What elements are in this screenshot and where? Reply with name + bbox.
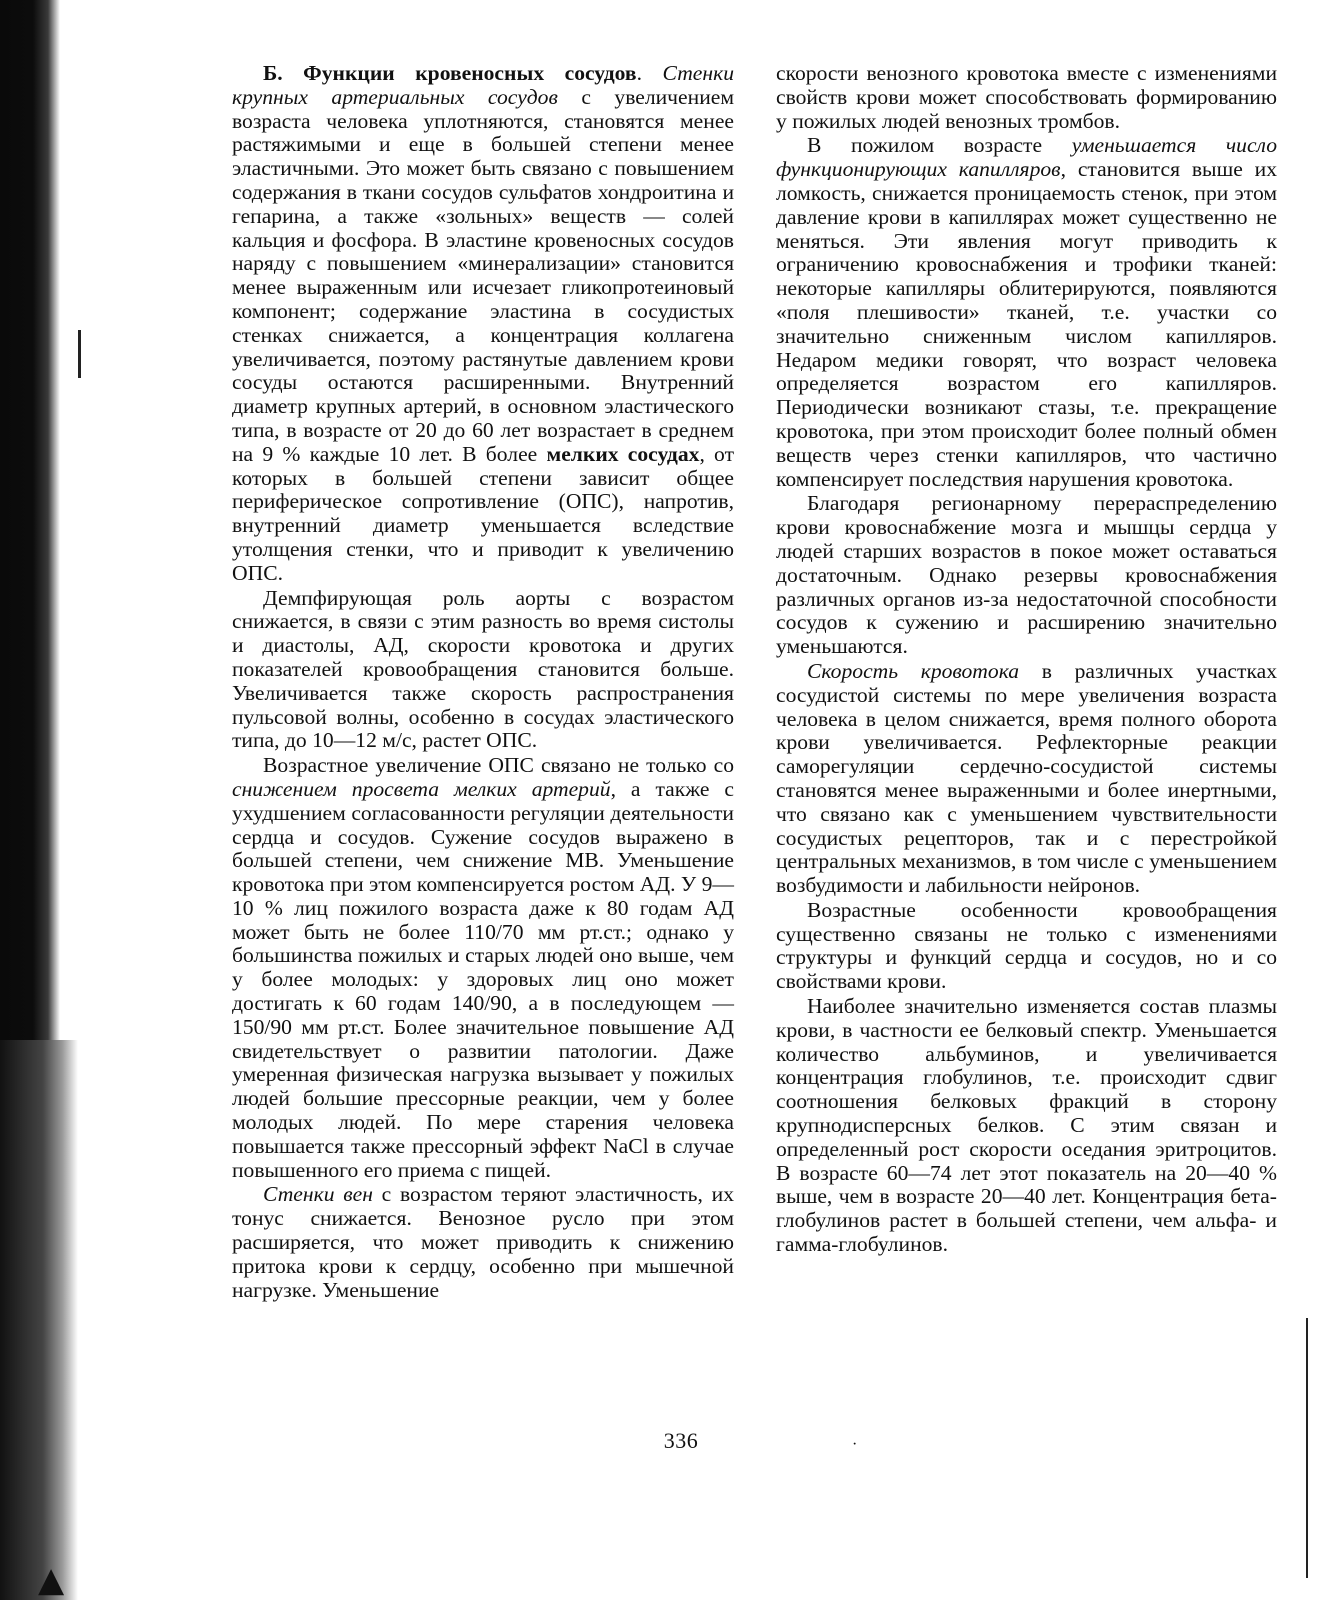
text-run: . (636, 61, 663, 85)
emphasis-run: уменьшается число функционирующих капилляров (776, 133, 1278, 182)
left-column (232, 62, 734, 1303)
text-run: В пожилом возрасте (807, 133, 1072, 158)
emphasis-run: снижением просвета мелких артерий (232, 776, 611, 801)
emphasis-run: Скорость кровотока (807, 658, 1020, 683)
paragraph-plasma-composition: Наиболее значительно изменяется состав плазмы крови, в частности ее белковый спектр. Уменьшается количество альбуминов, и увеличивается концентрация глобулинов, т.е. происходит сдвиг соотношения белковых фракций в сторону крупнодисперсных белков. С этим связан и определенный рост скорости оседания эритроцитов. В возрасте 60—74 лет этот показатель на 20—40 % выше, чем в возрасте 20—40 лет. Концентрация бета-глобулинов растет в большей степени, чем альфа- и гамма-глобулинов. (776, 994, 1277, 1257)
page-number: 336 (663, 1428, 699, 1453)
right-column (776, 62, 1277, 1258)
text-run: с увеличением возраста человека уплотняются, становятся менее растяжимыми и еще в большей степени менее эластичными. Это может быть связано с повышением содержания в ткани сосудов сульфатов хондроитина и гепарина, а также «зольных» веществ — солей кальция и фосфора. В эластине кровеносных сосудов наряду с повышением «минерализации» становится менее выраженным или исчезает гликопротеиновый компонент; содержание эластина в сосудистых стенках снижается, а концентрация коллагена увеличивается, поэтому растянутые давлением крови сосуды остаются расширенными. Внутренний диаметр крупных артерий, в основном эластического типа, в возрасте от 20 до 60 лет возрастает в среднем на 9 % каждые 10 лет. В более (232, 84, 734, 466)
paragraph-capillaries (776, 134, 1277, 491)
text-run: Возрастное увеличение ОПС связано не только со (263, 753, 734, 778)
section-paragraph-walls-of-arteries (232, 62, 734, 586)
text-run: , становится выше их ломкость, снижается проницаемость стенок, при этом давление крови в капиллярах может существенно не меняться. Эти явления могут приводить к ограничению кровоснабжения и трофики тканей: некоторые капилляры облитерируются, появляются «поля плешивости» тканей, т.е. участки со значительно сниженным числом капилляров. Недаром медики говорят, что возраст человека определяется возрастом его капилляров. Периодически возникают стазы, т.е. прекращение кровотока, при этом происходит более полный обмен веществ через стенки капилляров, что частично компенсирует последствия нарушения кровотока. (776, 157, 1277, 491)
text-run: , от которых в большей степени зависит общее периферическое сопротивление (ОПС), напротив, внутренний диаметр уменьшается вследствие утолщения стенки, что и приводит к увеличению ОПС. (232, 441, 735, 585)
text-run: в различных участках сосудистой системы по мере увеличения возраста человека в целом снижается, время полного оборота крови увеличивается. Рефлекторные реакции саморегуляции сердечно-сосудистой системы становятся менее выраженными и более инертными, что связано как с уменьшением чувствительности сосудистых рецепторов, так и с перестройкой центральных механизмов, в том числе с уменьшением возбудимости и лабильности нейронов. (776, 658, 1277, 898)
scan-dark-edge-lower (0, 1040, 78, 1600)
paragraph-vein-walls (232, 1183, 734, 1302)
bold-term: мелких сосудах (546, 441, 700, 466)
paragraph-aorta-damping: Демпфирующая роль аорты с возрастом снижается, в связи с этим разность во время систолы и диастолы, АД, скорости кровотока и других показателей кровообращения становится больше. Увеличивается также скорость распространения пульсовой волны, особенно в сосудах эластического типа, до 10—12 м/с, растет ОПС. (232, 585, 734, 753)
paragraph-continuation: скорости венозного кровотока вместе с изменениями свойств крови может способствовать формированию у пожилых людей венозных тромбов. (776, 61, 1277, 133)
text-run: с возрастом теряют эластичность, их тонус снижается. Венозное русло при этом расширяется, что может приводить к снижению притока крови к сердцу, особенно при мышечной нагрузке. Уменьшение (232, 1182, 734, 1302)
emphasis-run: Стенки вен (263, 1182, 373, 1207)
scan-corner-mark: ▲ (38, 1560, 65, 1600)
section-heading: Б. Функции кровеносных сосудов (263, 61, 637, 85)
scan-dot-mark: · (852, 1436, 858, 1453)
paragraph-blood-flow-speed (776, 660, 1277, 898)
emphasis-run: Стенки крупных артериальных сосудов (232, 61, 734, 109)
paragraph-ops-increase (232, 754, 734, 1182)
scan-artifact-mark (78, 330, 81, 378)
paragraph-blood-properties: Возрастные особенности кровообращения существенно связаны не только с изменениями структуры и функций сердца и сосудов, но и со свойствами крови. (776, 897, 1277, 994)
text-run: , а также с ухудшением согласованности регуляции деятельности сердца и сосудов. Сужение сосудов выражено в большей степени, чем снижение МВ. Уменьшение кровотока при этом компенсируется ростом АД. У 9—10 % лиц пожилого возраста даже к 80 годам АД может быть не более 110/70 мм рт.ст.; однако у большинства пожилых и старых людей оно выше, чем у более молодых: у здоровых лиц оно может достигать к 60 годам 140/90, а в последующем — 150/90 мм рт.ст. Более значительное повышение АД свидетельствует о развитии патологии. Даже умеренная физическая нагрузка вызывает у пожилых людей большие прессорные реакции, чем у более молодых людей. По мере старения человека повышается также прессорный эффект NaCl в случае повышенного его приема с пищей. (232, 776, 734, 1182)
paragraph-redistribution: Благодаря регионарному перераспределению крови кровоснабжение мозга и мышцы сердца у людей старших возрастов в покое может оставаться достаточным. Однако резервы кровоснабжения различных органов из-за недостаточной способности сосудов к сужению и расширению значительно уменьшаются. (776, 491, 1277, 659)
